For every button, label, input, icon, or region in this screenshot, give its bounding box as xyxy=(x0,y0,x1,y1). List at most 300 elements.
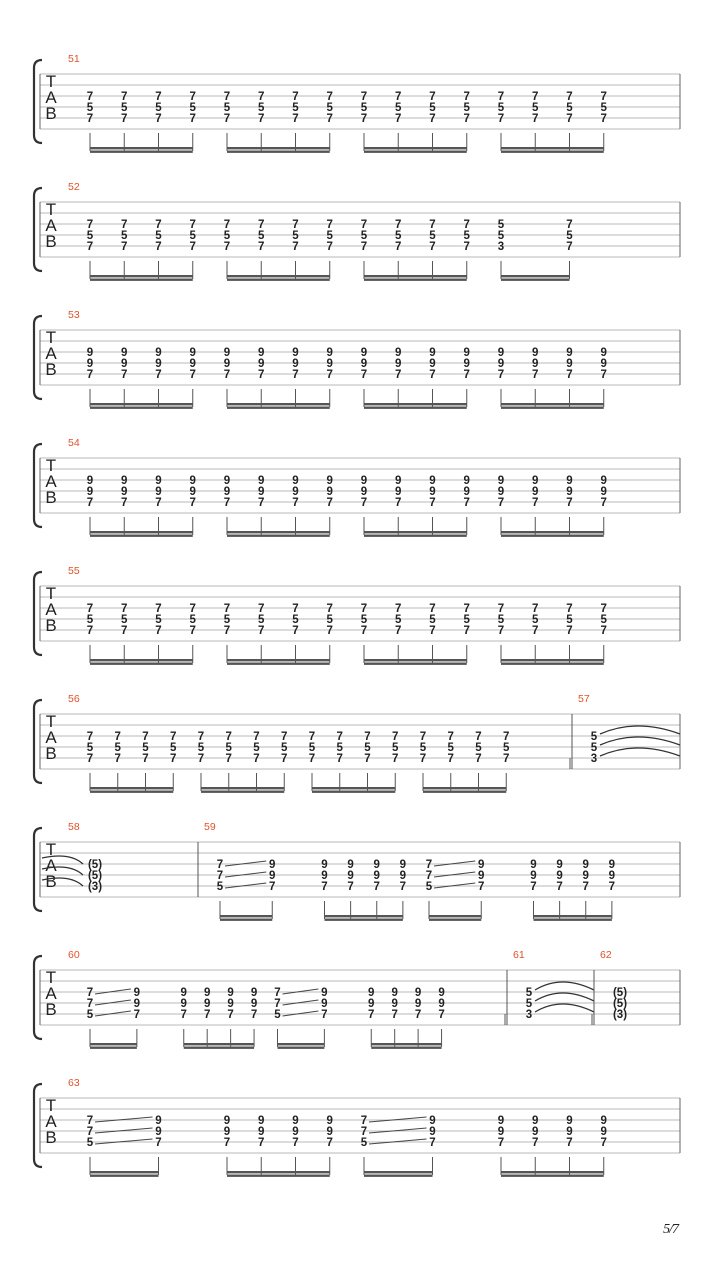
fret-number: 7 xyxy=(189,497,196,509)
fret-number: 9 xyxy=(326,1115,333,1127)
fret-number: 7 xyxy=(336,731,343,743)
fret-number: 7 xyxy=(395,113,402,125)
fret-number: 7 xyxy=(86,998,94,1010)
fret-number: 7 xyxy=(180,1009,187,1021)
tab-clef-letter: T xyxy=(45,1096,57,1115)
beam xyxy=(371,1043,441,1045)
fret-number: (5) xyxy=(612,998,628,1010)
fret-number: 7 xyxy=(274,998,281,1010)
fret-number: 5 xyxy=(429,614,436,626)
fret-number: 9 xyxy=(600,1115,607,1127)
fret-number: 7 xyxy=(170,753,177,765)
fret-number: 5 xyxy=(216,881,224,893)
fret-number: 9 xyxy=(566,347,573,359)
beam xyxy=(201,791,284,793)
fret-number: 9 xyxy=(556,859,563,871)
beam xyxy=(90,535,193,537)
fret-number: 7 xyxy=(326,113,333,125)
tab-system xyxy=(34,309,680,409)
fret-number: 7 xyxy=(503,731,510,743)
fret-number: 7 xyxy=(429,369,436,381)
fret-number: 7 xyxy=(189,603,196,615)
fret-number: 7 xyxy=(532,369,539,381)
measure-number: 52 xyxy=(68,181,80,193)
fret-number: 7 xyxy=(86,1115,94,1127)
fret-number: 9 xyxy=(438,998,445,1010)
fret-number: 9 xyxy=(463,475,470,487)
fret-number: 7 xyxy=(121,625,128,637)
fret-number: 7 xyxy=(155,113,162,125)
fret-number: 9 xyxy=(250,987,258,999)
measure-number: 56 xyxy=(68,693,80,705)
fret-number: 9 xyxy=(180,987,187,999)
fret-number: 5 xyxy=(429,102,436,114)
beam xyxy=(423,787,506,789)
tab-clef-letter: A xyxy=(45,216,57,235)
fret-number: 9 xyxy=(532,1115,539,1127)
fret-number: 5 xyxy=(121,230,128,242)
beam xyxy=(501,279,570,281)
fret-number: 7 xyxy=(600,497,607,509)
fret-number: 7 xyxy=(392,753,399,765)
fret-number: 7 xyxy=(223,625,231,637)
system-brace xyxy=(34,700,42,783)
beam xyxy=(90,407,193,409)
fret-number: 9 xyxy=(155,358,162,370)
fret-number: 7 xyxy=(86,753,94,765)
fret-number: 7 xyxy=(532,113,539,125)
fret-number: 9 xyxy=(438,987,445,999)
tab-clef-letter: B xyxy=(45,360,57,379)
fret-number: 7 xyxy=(566,113,573,125)
tab-clef-letter: A xyxy=(45,472,57,491)
fret-number: 7 xyxy=(321,1009,328,1021)
fret-number: (5) xyxy=(87,859,103,871)
fret-number: 9 xyxy=(391,987,398,999)
beam xyxy=(278,1043,325,1045)
fret-number: 5 xyxy=(225,742,232,754)
fret-number: 7 xyxy=(258,603,265,615)
measure-number: 58 xyxy=(68,821,80,833)
fret-number: 9 xyxy=(321,998,328,1010)
beam xyxy=(501,151,604,153)
fret-number: 9 xyxy=(395,358,402,370)
fret-number: 7 xyxy=(429,219,436,231)
fret-number: 9 xyxy=(223,358,231,370)
fret-number: 5 xyxy=(86,742,94,754)
system-brace xyxy=(34,1084,42,1167)
fret-number: 9 xyxy=(600,347,607,359)
fret-number: 7 xyxy=(429,91,436,103)
beam xyxy=(364,1171,433,1173)
fret-number: 7 xyxy=(189,113,196,125)
fret-number: 9 xyxy=(133,987,141,999)
fret-number: 7 xyxy=(155,241,162,253)
fret-number: 7 xyxy=(399,881,407,893)
fret-number: 5 xyxy=(395,102,402,114)
fret-number: 7 xyxy=(326,241,333,253)
fret-number: 7 xyxy=(258,91,265,103)
fret-number: 7 xyxy=(600,625,607,637)
fret-number: 5 xyxy=(566,614,573,626)
tab-clef-letter: A xyxy=(45,600,57,619)
fret-number: 9 xyxy=(121,475,128,487)
fret-number: 7 xyxy=(121,113,128,125)
fret-number: 9 xyxy=(189,475,196,487)
fret-number: 9 xyxy=(395,347,402,359)
tab-clef-letter: T xyxy=(45,328,57,347)
fret-number: 7 xyxy=(155,497,162,509)
fret-number: 7 xyxy=(142,731,149,743)
fret-number: 5 xyxy=(326,614,333,626)
fret-number: 5 xyxy=(258,230,265,242)
tab-clef-letter: T xyxy=(45,712,57,731)
measure-number: 55 xyxy=(68,565,80,577)
fret-number: 3 xyxy=(525,1009,533,1021)
fret-number: 7 xyxy=(392,731,399,743)
fret-number: 7 xyxy=(566,603,573,615)
fret-number: 9 xyxy=(292,1126,299,1138)
tab-clef-letter: B xyxy=(45,616,57,635)
fret-number: 5 xyxy=(395,614,402,626)
beam xyxy=(501,659,604,661)
fret-number: 9 xyxy=(223,475,231,487)
beam xyxy=(227,1171,330,1173)
fret-number: 9 xyxy=(326,486,333,498)
tab-clef-letter: B xyxy=(45,104,57,123)
fret-number: 9 xyxy=(395,475,402,487)
fret-number: 9 xyxy=(121,486,128,498)
fret-number: 7 xyxy=(326,91,333,103)
fret-number: 9 xyxy=(292,475,299,487)
fret-number: 5 xyxy=(419,742,427,754)
fret-number: 7 xyxy=(360,369,368,381)
fret-number: 5 xyxy=(392,742,399,754)
fret-number: 7 xyxy=(497,91,505,103)
fret-number: 9 xyxy=(86,358,94,370)
beam xyxy=(90,1047,137,1049)
fret-number: 9 xyxy=(391,998,398,1010)
fret-number: 5 xyxy=(155,102,162,114)
fret-number: 9 xyxy=(497,486,505,498)
tab-system xyxy=(34,949,680,1049)
beam xyxy=(90,151,193,153)
fret-number: 9 xyxy=(121,347,128,359)
fret-number: 9 xyxy=(223,1126,231,1138)
fret-number: 7 xyxy=(227,1009,234,1021)
fret-number: 9 xyxy=(292,358,299,370)
fret-number: 5 xyxy=(86,230,94,242)
tab-clef-letter: T xyxy=(45,968,57,987)
fret-number: 7 xyxy=(133,1009,141,1021)
fret-number: 7 xyxy=(258,241,265,253)
fret-number: 7 xyxy=(155,369,162,381)
fret-number: 9 xyxy=(532,486,539,498)
fret-number: 5 xyxy=(223,102,231,114)
fret-number: 9 xyxy=(258,1115,265,1127)
fret-number: 7 xyxy=(566,625,573,637)
measure-number: 60 xyxy=(68,949,80,961)
tab-clef-letter: B xyxy=(45,872,57,891)
fret-number: 7 xyxy=(292,241,299,253)
tab-system xyxy=(34,1077,680,1177)
fret-number: 7 xyxy=(86,91,94,103)
fret-number: 5 xyxy=(360,102,368,114)
fret-number: 7 xyxy=(121,369,128,381)
fret-number: 9 xyxy=(497,1126,505,1138)
fret-number: 9 xyxy=(463,486,470,498)
fret-number: 7 xyxy=(373,881,380,893)
fret-number: 7 xyxy=(530,881,537,893)
fret-number: 9 xyxy=(155,1126,162,1138)
fret-number: 7 xyxy=(223,219,231,231)
fret-number: 7 xyxy=(395,603,402,615)
fret-number: 9 xyxy=(227,987,234,999)
beam xyxy=(227,1175,330,1177)
fret-number: 5 xyxy=(253,742,260,754)
tab-clef-letter: B xyxy=(45,488,57,507)
beam xyxy=(501,531,604,533)
fret-number: 7 xyxy=(121,241,128,253)
fret-number: 7 xyxy=(600,113,607,125)
fret-number: 7 xyxy=(475,753,482,765)
fret-number: 7 xyxy=(225,753,232,765)
tie-arc xyxy=(535,993,594,1001)
fret-number: 5 xyxy=(429,230,436,242)
fret-number: 9 xyxy=(608,870,616,882)
beam xyxy=(501,1175,604,1177)
beam xyxy=(364,1175,433,1177)
fret-number: 7 xyxy=(395,219,402,231)
fret-number: 7 xyxy=(429,1137,436,1149)
fret-number: 5 xyxy=(425,881,433,893)
fret-number: 9 xyxy=(429,475,436,487)
fret-number: 5 xyxy=(189,230,196,242)
fret-number: 9 xyxy=(189,486,196,498)
beam xyxy=(227,279,330,281)
fret-number: 5 xyxy=(292,230,299,242)
fret-number: 5 xyxy=(532,102,539,114)
beam xyxy=(227,531,330,533)
fret-number: 7 xyxy=(292,369,299,381)
beam xyxy=(325,919,403,921)
fret-number: 9 xyxy=(429,347,436,359)
tie-arc xyxy=(535,982,594,990)
fret-number: 9 xyxy=(155,486,162,498)
fret-number: 9 xyxy=(497,347,505,359)
beam xyxy=(534,915,612,917)
fret-number: 7 xyxy=(347,881,354,893)
beam xyxy=(184,1043,254,1045)
fret-number: 9 xyxy=(360,486,368,498)
fret-number: 5 xyxy=(525,998,533,1010)
fret-number: 7 xyxy=(86,625,94,637)
fret-number: 7 xyxy=(189,625,196,637)
tie-arc xyxy=(535,1004,594,1012)
fret-number: 9 xyxy=(189,358,196,370)
fret-number: 9 xyxy=(360,358,368,370)
beam xyxy=(220,915,272,917)
fret-number: 5 xyxy=(121,614,128,626)
beam xyxy=(90,279,193,281)
beam xyxy=(90,663,193,665)
measure-number: 59 xyxy=(204,821,216,833)
fret-number: 7 xyxy=(532,91,539,103)
fret-number: 5 xyxy=(258,614,265,626)
fret-number: 5 xyxy=(258,102,265,114)
fret-number: 9 xyxy=(497,358,505,370)
fret-number: 5 xyxy=(600,614,607,626)
fret-number: 9 xyxy=(478,859,485,871)
fret-number: 7 xyxy=(223,603,231,615)
fret-number: 9 xyxy=(429,1126,436,1138)
beam xyxy=(423,791,506,793)
fret-number: 7 xyxy=(395,241,402,253)
fret-number: 9 xyxy=(227,998,234,1010)
fret-number: 9 xyxy=(155,347,162,359)
fret-number: 7 xyxy=(566,1137,573,1149)
fret-number: 7 xyxy=(223,241,231,253)
tab-clef-letter: A xyxy=(45,984,57,1003)
fret-number: 7 xyxy=(225,731,232,743)
fret-number: 7 xyxy=(142,753,149,765)
fret-number: 7 xyxy=(86,987,94,999)
system-brace xyxy=(34,60,42,143)
system-brace xyxy=(34,572,42,655)
fret-number: 9 xyxy=(203,987,211,999)
fret-number: 7 xyxy=(223,1137,231,1149)
fret-number: 5 xyxy=(292,102,299,114)
beam xyxy=(364,151,467,153)
fret-number: 9 xyxy=(556,870,563,882)
beam xyxy=(90,147,193,149)
fret-number: 9 xyxy=(86,475,94,487)
fret-number: (5) xyxy=(87,870,103,882)
fret-number: 9 xyxy=(478,870,485,882)
beam xyxy=(501,275,570,277)
fret-number: 7 xyxy=(600,603,607,615)
fret-number: 9 xyxy=(86,347,94,359)
beam xyxy=(364,275,467,277)
fret-number: 9 xyxy=(368,987,375,999)
tab-system xyxy=(34,821,680,921)
fret-number: 7 xyxy=(463,369,470,381)
fret-number: 7 xyxy=(429,497,436,509)
fret-number: 5 xyxy=(463,614,470,626)
fret-number: 9 xyxy=(532,475,539,487)
fret-number: (3) xyxy=(87,881,103,893)
fret-number: 7 xyxy=(566,497,573,509)
beam xyxy=(501,535,604,537)
fret-number: 7 xyxy=(258,1137,265,1149)
fret-number: 7 xyxy=(223,497,231,509)
tab-system xyxy=(34,181,680,281)
fret-number: 9 xyxy=(582,870,589,882)
fret-number: 7 xyxy=(438,1009,445,1021)
beam xyxy=(227,147,330,149)
fret-number: 7 xyxy=(360,497,368,509)
fret-number: 7 xyxy=(308,753,316,765)
fret-number: 7 xyxy=(419,731,427,743)
tab-clef-letter: A xyxy=(45,728,57,747)
fret-number: 7 xyxy=(203,1009,211,1021)
fret-number: 9 xyxy=(566,475,573,487)
fret-number: 9 xyxy=(399,859,407,871)
beam xyxy=(227,663,330,665)
beam xyxy=(90,791,173,793)
measure-number: 54 xyxy=(68,437,80,449)
tab-system xyxy=(34,53,680,153)
fret-number: 9 xyxy=(532,347,539,359)
fret-number: 9 xyxy=(189,347,196,359)
fret-number: 7 xyxy=(497,1137,505,1149)
fret-number: 9 xyxy=(608,859,616,871)
fret-number: 7 xyxy=(274,987,281,999)
fret-number: 7 xyxy=(216,870,224,882)
fret-number: 7 xyxy=(292,219,299,231)
fret-number: 7 xyxy=(250,1009,258,1021)
fret-number: 7 xyxy=(189,91,196,103)
beam xyxy=(501,407,604,409)
beam xyxy=(90,659,193,661)
fret-number: 9 xyxy=(360,475,368,487)
fret-number: 7 xyxy=(391,1009,398,1021)
fret-number: 7 xyxy=(258,497,265,509)
fret-number: 7 xyxy=(281,753,288,765)
fret-number: 7 xyxy=(326,625,333,637)
fret-number: 9 xyxy=(532,358,539,370)
fret-number: 7 xyxy=(253,753,260,765)
beam xyxy=(312,791,395,793)
fret-number: 7 xyxy=(292,497,299,509)
fret-number: 5 xyxy=(395,230,402,242)
fret-number: 5 xyxy=(223,614,231,626)
fret-number: 9 xyxy=(133,998,141,1010)
fret-number: 7 xyxy=(155,91,162,103)
fret-number: 7 xyxy=(292,91,299,103)
beam xyxy=(227,407,330,409)
beam xyxy=(220,919,272,921)
tie-arc xyxy=(600,737,680,745)
fret-number: 5 xyxy=(497,219,505,231)
fret-number: 9 xyxy=(258,1126,265,1138)
beam xyxy=(364,659,467,661)
fret-number: 7 xyxy=(121,497,128,509)
fret-number: 7 xyxy=(532,625,539,637)
fret-number: 9 xyxy=(269,870,276,882)
fret-number: 7 xyxy=(600,369,607,381)
fret-number: 7 xyxy=(155,219,162,231)
fret-number: 7 xyxy=(189,241,196,253)
fret-number: 3 xyxy=(590,753,598,765)
fret-number: 9 xyxy=(566,486,573,498)
fret-number: 9 xyxy=(155,1115,162,1127)
fret-number: 7 xyxy=(475,731,482,743)
fret-number: 7 xyxy=(86,113,94,125)
fret-number: 9 xyxy=(600,1126,607,1138)
fret-number: 5 xyxy=(121,102,128,114)
beam xyxy=(90,403,193,405)
fret-number: 9 xyxy=(566,1126,573,1138)
beam xyxy=(364,279,467,281)
fret-number: 9 xyxy=(326,1126,333,1138)
beam xyxy=(371,1047,441,1049)
fret-number: 7 xyxy=(189,369,196,381)
fret-number: 7 xyxy=(566,219,573,231)
measure-number: 51 xyxy=(68,53,80,65)
fret-number: 7 xyxy=(258,369,265,381)
fret-number: 7 xyxy=(463,603,470,615)
